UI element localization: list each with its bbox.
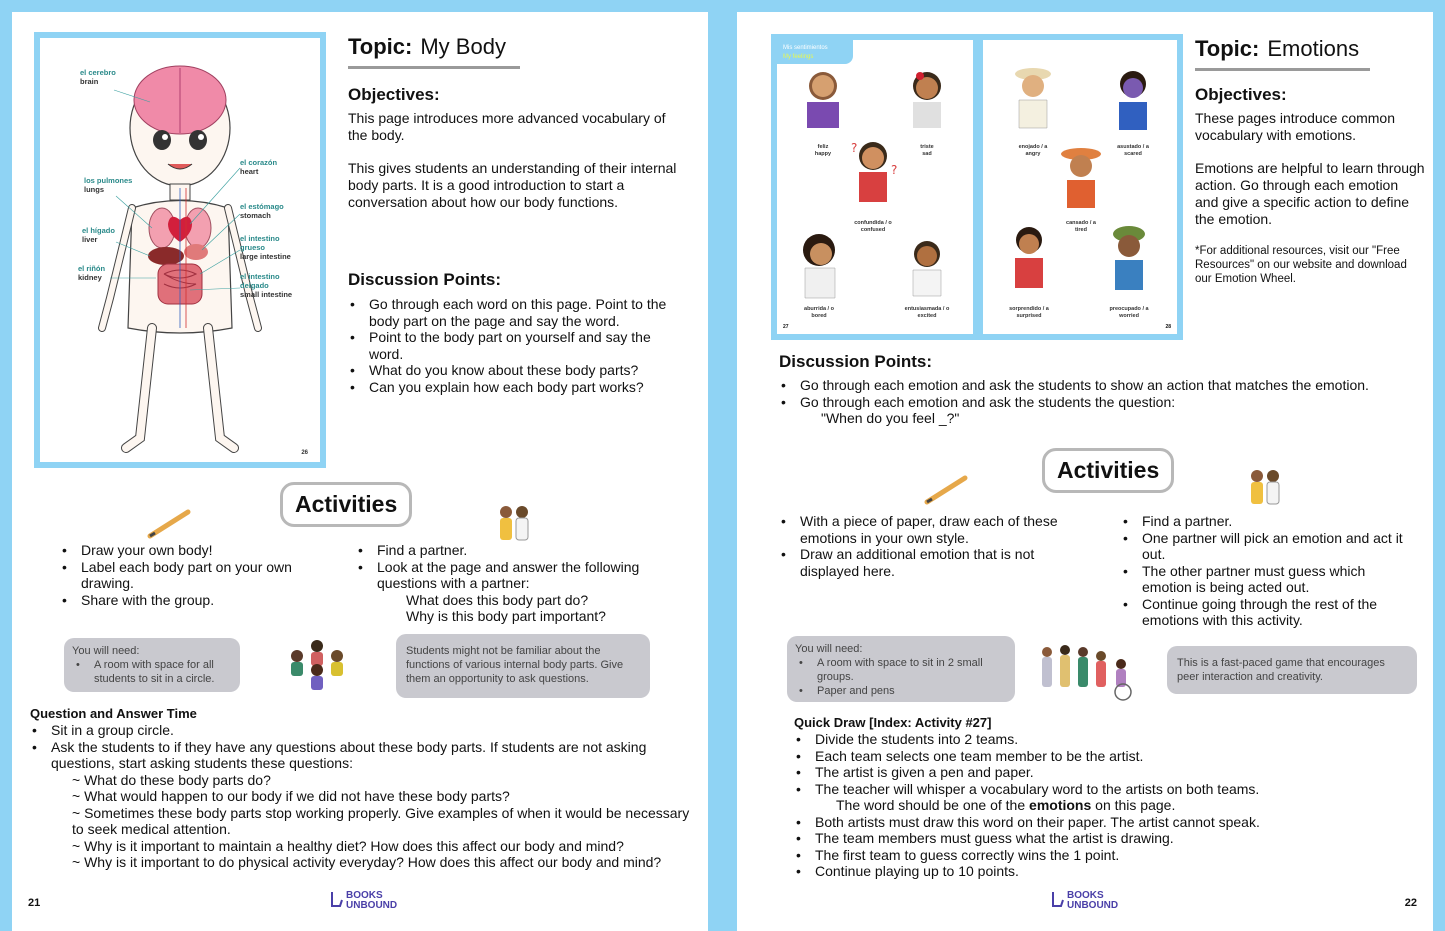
body-illustration: [34, 32, 326, 468]
list-item: • Point to the body part on yourself and say the word.: [348, 329, 688, 362]
list-item: • Both artists must draw this word on their paper. The artist cannot speak.: [794, 814, 1424, 831]
activity-partner: [356, 542, 696, 625]
list-item: • Go through each emotion and ask the students to show an action that matches the emotion.: [779, 377, 1429, 394]
list-item: • Label each body part on your own drawing.: [60, 559, 330, 592]
list-item: • Ask the students to if they have any questions about these body parts. If students are not asking questions, start asking students these questions:: [30, 739, 700, 772]
quick-draw-note: The word should be one of the emotions on this page.: [836, 797, 1176, 813]
objectives-heading: Objectives:: [1195, 85, 1287, 104]
activity-partner-list: [356, 542, 696, 592]
list-item: • The first team to guess correctly wins the 1 point.: [794, 847, 1424, 864]
list-item: • Find a partner.: [356, 542, 696, 559]
topic-heading: Topic: My Body: [348, 34, 520, 69]
emotions-illustration: [771, 34, 1183, 340]
objectives-heading: Objectives:: [348, 85, 440, 104]
discussion-list: [779, 377, 1429, 410]
qa-question: ~ Sometimes these body parts stop working properly. Give examples of when it would be necessary to seek medical attention.: [72, 804, 690, 837]
emotion-label: triste sad: [920, 144, 934, 157]
svg-text:?: ?: [851, 141, 858, 155]
list-item: • One partner will pick an emotion and act it out.: [1121, 530, 1411, 563]
list-item: • Sit in a group circle.: [30, 722, 700, 739]
note-box: Students might not be familiar about the functions of various internal body parts. Give them an opportunity to ask questions.: [396, 634, 650, 698]
list-item: • The team members must guess what the artist is drawing.: [794, 830, 1424, 847]
book-logo-icon: [1051, 890, 1065, 911]
list-item: • Can you explain how each body part works?: [348, 379, 688, 396]
label-stomach: el estómago stomach: [240, 202, 284, 220]
activity-draw-list: [60, 542, 330, 608]
feelings-tag: Mis sentimientos My feelings: [777, 40, 853, 64]
list-item: • The other partner must guess which emotion is being acted out.: [1121, 563, 1411, 596]
list-item: • Draw your own body!: [60, 542, 330, 559]
quick-draw-heading: Quick Draw [Index: Activity #27]: [794, 715, 992, 730]
list-item: • Continue going through the rest of the emotions with this activity.: [1121, 596, 1411, 629]
qa-section: [30, 722, 700, 871]
partner-question: What does this body part do?: [406, 591, 589, 608]
label-liver: el hígado liver: [82, 226, 115, 244]
qa-question: ~ Why is it important to maintain a healthy diet? How does this affect our body and mind?: [72, 837, 624, 854]
list-item: • Draw an additional emotion that is not displayed here.: [779, 546, 1079, 579]
partner-question: Why is this body part important?: [406, 608, 606, 624]
list-item: • With a piece of paper, draw each of these emotions in your own style.: [779, 513, 1079, 546]
emotion-label: confundida / o confused: [854, 220, 892, 233]
discussion-list: [348, 296, 688, 395]
list-item: • Go through each emotion and ask the students the question:: [779, 394, 1429, 411]
list-item: • The teacher will whisper a vocabulary word to the artists on both teams.: [794, 781, 1424, 798]
qa-heading: Question and Answer Time: [30, 706, 197, 721]
quick-draw-list-continued: [794, 814, 1424, 880]
list-item: • Find a partner.: [1121, 513, 1411, 530]
activity-draw-list: [779, 513, 1079, 579]
activity-partner-list: [1121, 513, 1411, 629]
children-circle-icon: [282, 634, 352, 692]
emotion-label: preocupado / a worried: [1109, 306, 1149, 319]
emotion-label: entusiasmada / o excited: [904, 306, 950, 319]
books-unbound-logo: BOOKS UNBOUND: [1051, 890, 1118, 911]
emotion-characters-image: [777, 40, 1177, 334]
topic-heading: Topic: Emotions: [1195, 36, 1370, 71]
qa-question: ~ What do these body parts do?: [72, 771, 271, 788]
list-item: • Divide the students into 2 teams.: [794, 731, 1424, 748]
children-group-icon: [1037, 642, 1147, 702]
list-item: • Share with the group.: [60, 592, 330, 609]
inset-page-number: 28: [1165, 324, 1171, 330]
inset-page-number: 26: [301, 450, 308, 456]
qa-question: ~ Why is it important to do physical activity everyday? How does this affect our body and mind?: [72, 854, 662, 870]
label-small-intestine: el intestino delgado small intestine: [240, 272, 293, 299]
objectives-text: These pages introduce common vocabulary with emotions. Emotions are helpful to learn through action. Go through each emotion and give a specific action to define the emotion. *For additional resources, visit our "Free Resources" on our website and download our Emotion Wheel.: [1195, 110, 1425, 285]
discussion-heading: Discussion Points:: [779, 352, 933, 371]
quick-draw-list: [794, 731, 1424, 797]
emotion-label: feliz happy: [814, 144, 832, 157]
children-pair-icon: [1245, 468, 1285, 514]
list-item: • What do you know about these body parts?: [348, 362, 688, 379]
activities-heading: Activities: [1042, 448, 1174, 493]
qa-question: ~ What would happen to our body if we did not have these body parts?: [72, 788, 510, 804]
list-item: • Look at the page and answer the following questions with a partner:: [356, 559, 696, 592]
label-kidney: el riñón kidney: [78, 264, 106, 282]
pencil-icon: [923, 472, 971, 506]
you-will-need-box: You will need: • A room with space for all students to sit in a circle.: [64, 638, 240, 692]
label-lungs: los pulmones lungs: [84, 176, 133, 194]
emotion-label: asustado / a scared: [1117, 144, 1149, 157]
emotion-label: enojado / a angry: [1018, 144, 1048, 157]
pencil-icon: [146, 506, 194, 540]
activities-heading: Activities: [280, 482, 412, 527]
page-left: [12, 12, 708, 931]
emotion-label: aburrida / o bored: [804, 306, 834, 319]
list-item: • The artist is given a pen and paper.: [794, 764, 1424, 781]
discussion-heading: Discussion Points:: [348, 270, 502, 289]
qa-list: [30, 722, 700, 772]
label-heart: el corazón heart: [240, 158, 278, 176]
page-number: 22: [1404, 897, 1417, 909]
emotion-label: sorprendido / a surprised: [1009, 306, 1049, 319]
objectives-text: This page introduces more advanced vocabulary of the body. This gives students an understanding of their internal body parts. It is a good introduction to start a conversation about how our body functions.: [348, 110, 677, 210]
discussion-section: [779, 377, 1429, 427]
label-brain: el cerebro brain: [80, 68, 116, 86]
list-item: • Continue playing up to 10 points.: [794, 863, 1424, 880]
book-logo-icon: [330, 890, 344, 911]
svg-text:?: ?: [891, 163, 898, 177]
books-unbound-logo: BOOKS UNBOUND: [330, 890, 397, 911]
list-item: • Each team selects one team member to be the artist.: [794, 748, 1424, 765]
list-item: • Paper and pens: [795, 684, 1007, 698]
you-will-need-box: You will need: • A room with space to sit in 2 small groups. • Paper and pens: [787, 636, 1015, 702]
quick-draw-section: [794, 731, 1424, 880]
list-item: • A room with space to sit in 2 small groups.: [795, 656, 1007, 684]
discussion-quote: "When do you feel _?": [821, 410, 960, 426]
note-box: This is a fast-paced game that encourages peer interaction and creativity.: [1167, 646, 1417, 694]
list-item: • A room with space for all students to sit in a circle.: [72, 658, 232, 686]
inset-page-number: 27: [783, 324, 789, 330]
page-right: [737, 12, 1433, 931]
label-large-intestine: el intestino grueso large intestine: [240, 234, 291, 261]
emotion-label: cansado / a tired: [1066, 220, 1096, 233]
page-number: 21: [28, 897, 41, 909]
list-item: • Go through each word on this page. Point to the body part on the page and say the word.: [348, 296, 688, 329]
